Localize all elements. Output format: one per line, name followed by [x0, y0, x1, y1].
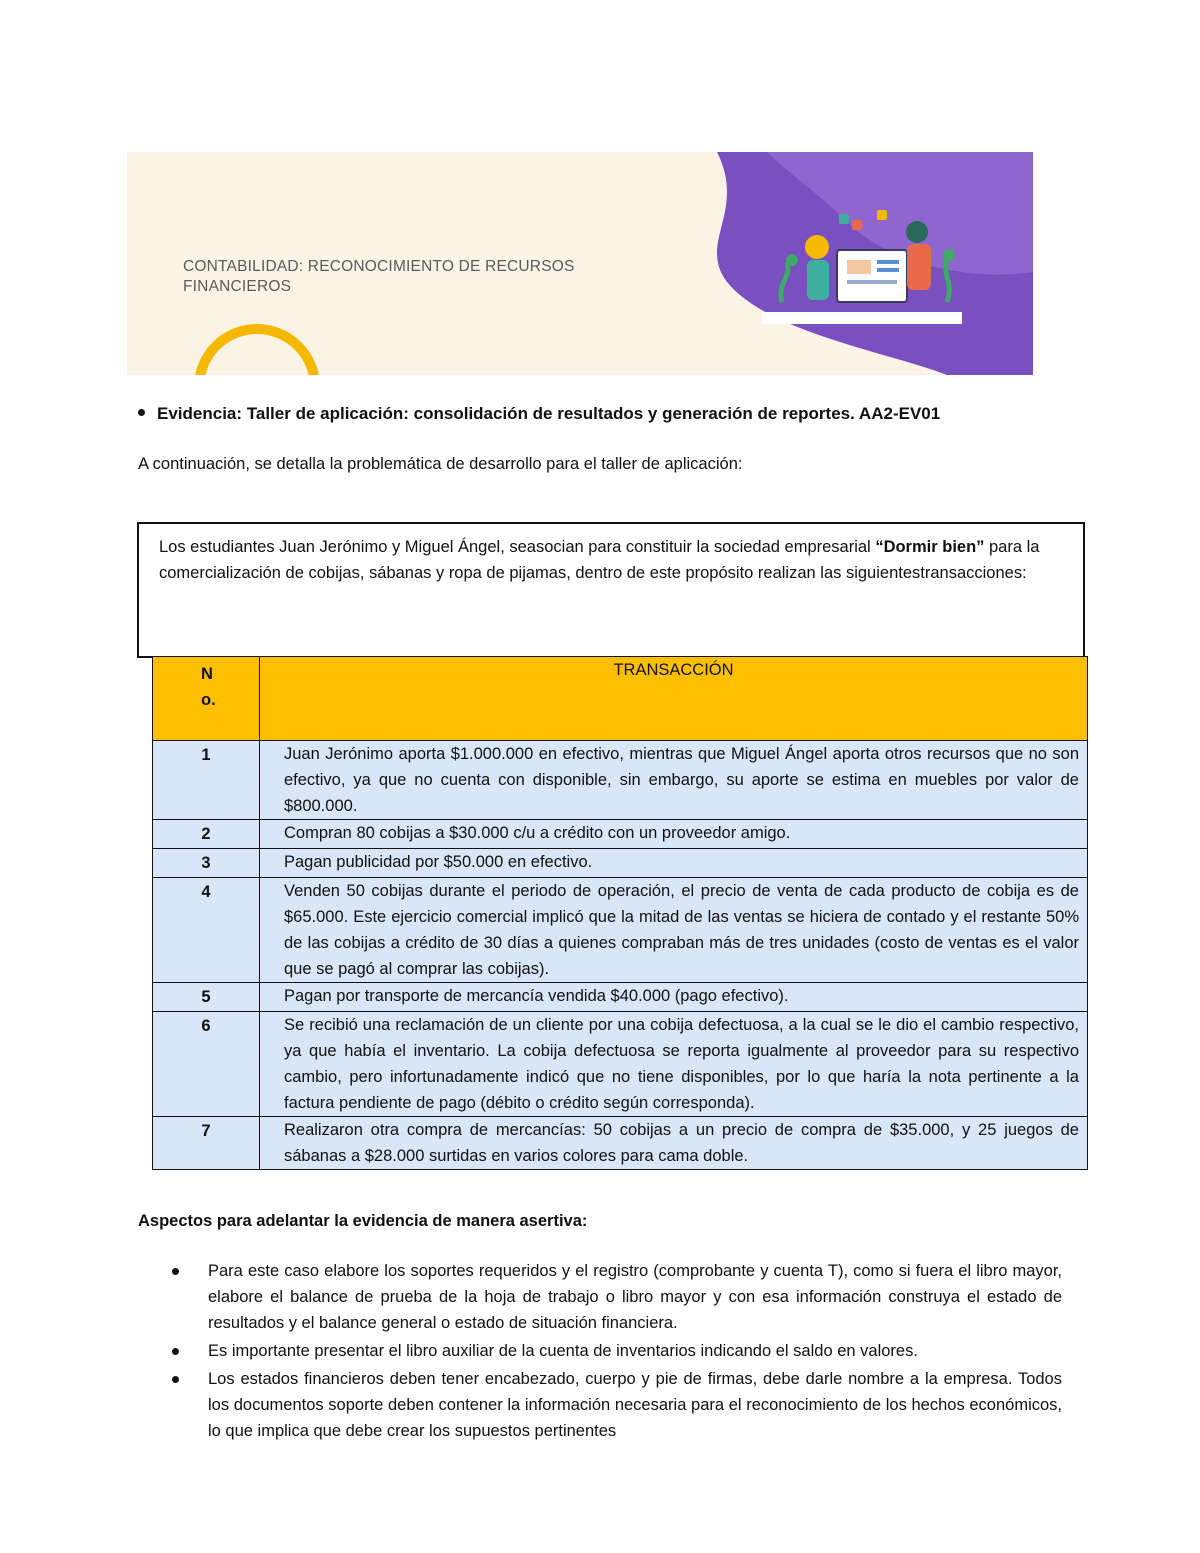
row-transaction: Venden 50 cobijas durante el periodo de operación, el precio de venta de cada producto de cobija es de $65.000. Este ejercicio comercial implicó que la mitad de las ventas se hiciera de contado y el restante 50% de las cobijas a crédito de 30 días a quienes compraban más de tres unidades (costo de ventas es el valor que se pagó al comprar las cobijas).: [260, 878, 1088, 983]
evidence-text: Evidencia: Taller de aplicación: consolidación de resultados y generación de reportes. AA2-EV01: [157, 404, 941, 423]
row-number: 6: [153, 1012, 260, 1117]
table-row: [153, 849, 1088, 878]
row-transaction: Juan Jerónimo aporta $1.000.000 en efectivo, mientras que Miguel Ángel aporta otros recursos que no son efectivo, ya que no cuenta con disponible, sin embargo, su aporte se estima en muebles por valor de $800.000.: [260, 741, 1088, 820]
table-row: [153, 820, 1088, 849]
list-item: [172, 1338, 1062, 1364]
bullet-icon: [172, 1268, 179, 1275]
bullet-icon: [138, 409, 145, 416]
case-description-box: [137, 522, 1085, 658]
banner-title: [183, 257, 575, 297]
table-row: [153, 741, 1088, 820]
row-transaction: Pagan por transporte de mercancía vendida $40.000 (pago efectivo).: [260, 983, 1088, 1012]
header-no: [153, 657, 260, 741]
bullet-icon: [172, 1348, 179, 1355]
row-number: 5: [153, 983, 260, 1012]
company-name: “Dormir bien”: [875, 538, 985, 556]
aspects-title: Aspectos para adelantar la evidencia de manera asertiva:: [138, 1212, 588, 1230]
row-number: 4: [153, 878, 260, 983]
case-text-after: para la comercialización de cobijas, sábanas y ropa de pijamas, dentro de este propósito realizan las siguientestransacciones:: [159, 538, 1040, 582]
aspects-list: [172, 1258, 1062, 1446]
table-row: [153, 1012, 1088, 1117]
table-row: [153, 983, 1088, 1012]
row-transaction: Se recibió una reclamación de un cliente por una cobija defectuosa, a la cual se le dio el cambio respectivo, ya que había el inventario. La cobija defectuosa se reporta igualmente al proveedor para su respectivo cambio, pero infortunadamente indicó que no tiene disponibles, por lo que haría la nota pertinente a la factura pendiente de pago (débito o crédito según corresponda).: [260, 1012, 1088, 1117]
row-transaction: Compran 80 cobijas a $30.000 c/u a crédito con un proveedor amigo.: [260, 820, 1088, 849]
aspect-text: Para este caso elabore los soportes requeridos y el registro (comprobante y cuenta T), como si fuera el libro mayor, elabore el balance de prueba de la hoja de trabajo o libro mayor y con esa información construya el estado de resultados y el balance general o estado de situación financiera.: [208, 1262, 1062, 1332]
list-item: [172, 1366, 1062, 1444]
table-row: [153, 878, 1088, 983]
row-transaction: Realizaron otra compra de mercancías: 50 cobijas a un precio de compra de $35.000, y 25 juegos de sábanas a $28.000 surtidas en varios colores para cama doble.: [260, 1117, 1088, 1170]
case-text-before: Los estudiantes Juan Jerónimo y Miguel Ángel, seasocian para constituir la sociedad empresarial: [159, 538, 876, 556]
intro-text: A continuación, se detalla la problemática de desarrollo para el taller de aplicación:: [138, 455, 743, 473]
row-number: 7: [153, 1117, 260, 1170]
header-transaction: TRANSACCIÓN: [260, 657, 1088, 741]
list-item: [172, 1258, 1062, 1336]
row-number: 2: [153, 820, 260, 849]
row-number: 3: [153, 849, 260, 878]
aspect-text: Los estados financieros deben tener encabezado, cuerpo y pie de firmas, debe darle nombre a la empresa. Todos los documentos soporte deben contener la información necesaria para el reconocimiento de los hechos económicos, lo que implica que debe crear los supuestos pertinentes: [208, 1370, 1062, 1440]
header-no-label: No.: [201, 665, 216, 709]
table-header-row: [153, 657, 1088, 741]
row-number: 1: [153, 741, 260, 820]
bullet-icon: [172, 1376, 179, 1383]
evidence-heading: [138, 404, 940, 424]
row-transaction: Pagan publicidad por $50.000 en efectivo.: [260, 849, 1088, 878]
header-banner: [127, 152, 1033, 375]
banner-title-line-1: CONTABILIDAD: RECONOCIMIENTO DE RECURSOS: [183, 258, 575, 275]
banner-title-line-2: FINANCIEROS: [183, 278, 292, 295]
transactions-table: [152, 656, 1088, 1170]
table-row: [153, 1117, 1088, 1170]
aspect-text: Es importante presentar el libro auxiliar de la cuenta de inventarios indicando el saldo en valores.: [208, 1342, 918, 1360]
case-description: [159, 534, 1065, 586]
